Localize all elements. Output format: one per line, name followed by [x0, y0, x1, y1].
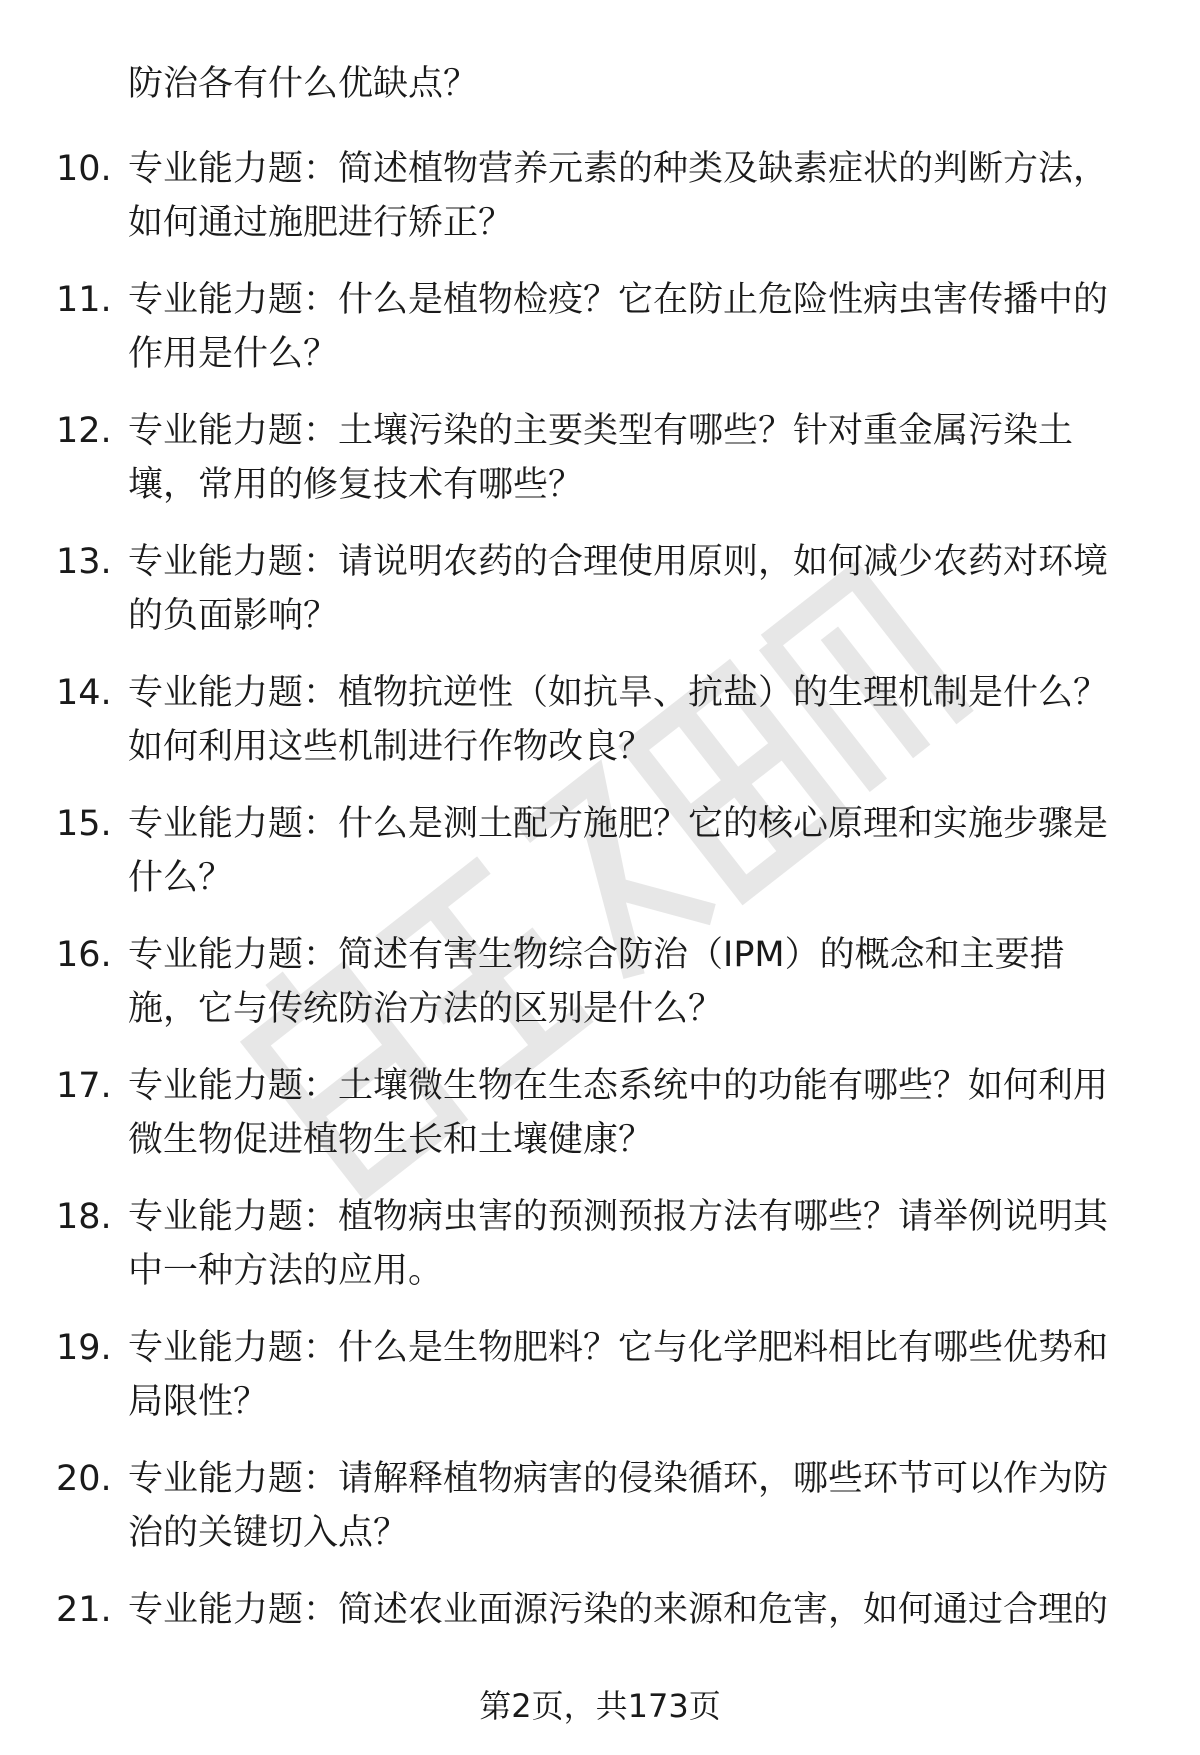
- question-number: 20.: [56, 1459, 112, 1499]
- question-text: [128, 928, 1138, 1036]
- list-item: [0, 1052, 1200, 1183]
- question-line: 中一种方法的应用。: [128, 1251, 444, 1291]
- question-line: 作用是什么？: [128, 334, 339, 374]
- question-line: 专业能力题：简述有害生物综合防治（IPM）的概念和主要措: [128, 935, 1065, 975]
- list-item: [0, 1183, 1200, 1314]
- question-number: 10.: [56, 149, 112, 189]
- question-line: 治的关键切入点？: [128, 1513, 409, 1553]
- question-number: 17.: [56, 1066, 112, 1106]
- question-number: 12.: [56, 411, 112, 451]
- question-list: [0, 135, 1200, 1707]
- question-line: 专业能力题：什么是测土配方施肥？它的核心原理和实施步骤是: [128, 804, 1109, 844]
- question-text: [128, 1452, 1138, 1560]
- question-text: [128, 1059, 1138, 1167]
- question-line: 专业能力题：植物抗逆性（如抗旱、抗盐）的生理机制是什么？: [128, 673, 1109, 713]
- question-line: 微生物促进植物生长和土壤健康？: [128, 1120, 654, 1160]
- question-line: 专业能力题：什么是植物检疫？它在防止危险性病虫害传播中的: [128, 280, 1109, 320]
- question-line: 的负面影响？: [128, 596, 339, 636]
- question-number: 13.: [56, 542, 112, 582]
- question-line: 局限性？: [128, 1382, 269, 1422]
- list-item: [0, 1314, 1200, 1445]
- question-number: 16.: [56, 935, 112, 975]
- question-line: 如何通过施肥进行矫正？: [128, 203, 514, 243]
- question-line: 专业能力题：请解释植物病害的侵染循环，哪些环节可以作为防: [128, 1459, 1109, 1499]
- question-number: 14.: [56, 673, 112, 713]
- question-line: 专业能力题：请说明农药的合理使用原则，如何减少农药对环境: [128, 542, 1109, 582]
- question-text: [128, 666, 1138, 774]
- question-line: 施，它与传统防治方法的区别是什么？: [128, 989, 724, 1029]
- question-number: 15.: [56, 804, 112, 844]
- question-line: 专业能力题：土壤污染的主要类型有哪些？针对重金属污染土: [128, 411, 1074, 451]
- question-line: 专业能力题：什么是生物肥料？它与化学肥料相比有哪些优势和: [128, 1328, 1109, 1368]
- question-line: 专业能力题：植物病虫害的预测预报方法有哪些？请举例说明其: [128, 1197, 1109, 1237]
- list-item: [0, 135, 1200, 266]
- question-text: [128, 1583, 1138, 1637]
- question-number: 11.: [56, 280, 112, 320]
- question-text: [128, 404, 1138, 512]
- list-item: [0, 790, 1200, 921]
- list-item: [0, 921, 1200, 1052]
- question-line: 专业能力题：土壤微生物在生态系统中的功能有哪些？如何利用: [128, 1066, 1109, 1106]
- question-number: 19.: [56, 1328, 112, 1368]
- question-text: [128, 1321, 1138, 1429]
- list-item: [0, 397, 1200, 528]
- list-item: [0, 1445, 1200, 1576]
- question-line: 如何利用这些机制进行作物改良？: [128, 727, 654, 767]
- list-item: [0, 528, 1200, 659]
- question-line: 什么？: [128, 858, 234, 898]
- question-line: 壤，常用的修复技术有哪些？: [128, 465, 584, 505]
- list-item: [0, 659, 1200, 790]
- question-text: [128, 535, 1138, 643]
- question-text: [128, 273, 1138, 381]
- question-line: 专业能力题：简述植物营养元素的种类及缺素症状的判断方法，: [128, 149, 1109, 189]
- question-text: [128, 1190, 1138, 1298]
- question-text: [128, 142, 1138, 250]
- question-line: 专业能力题：简述农业面源污染的来源和危害，如何通过合理的: [128, 1590, 1109, 1630]
- question-number: 18.: [56, 1197, 112, 1237]
- page-footer: 第2页，共173页: [479, 1687, 721, 1725]
- continuation-text: 防治各有什么优缺点？: [128, 64, 479, 104]
- question-number: 21.: [56, 1590, 112, 1630]
- list-item: [0, 266, 1200, 397]
- question-text: [128, 797, 1138, 905]
